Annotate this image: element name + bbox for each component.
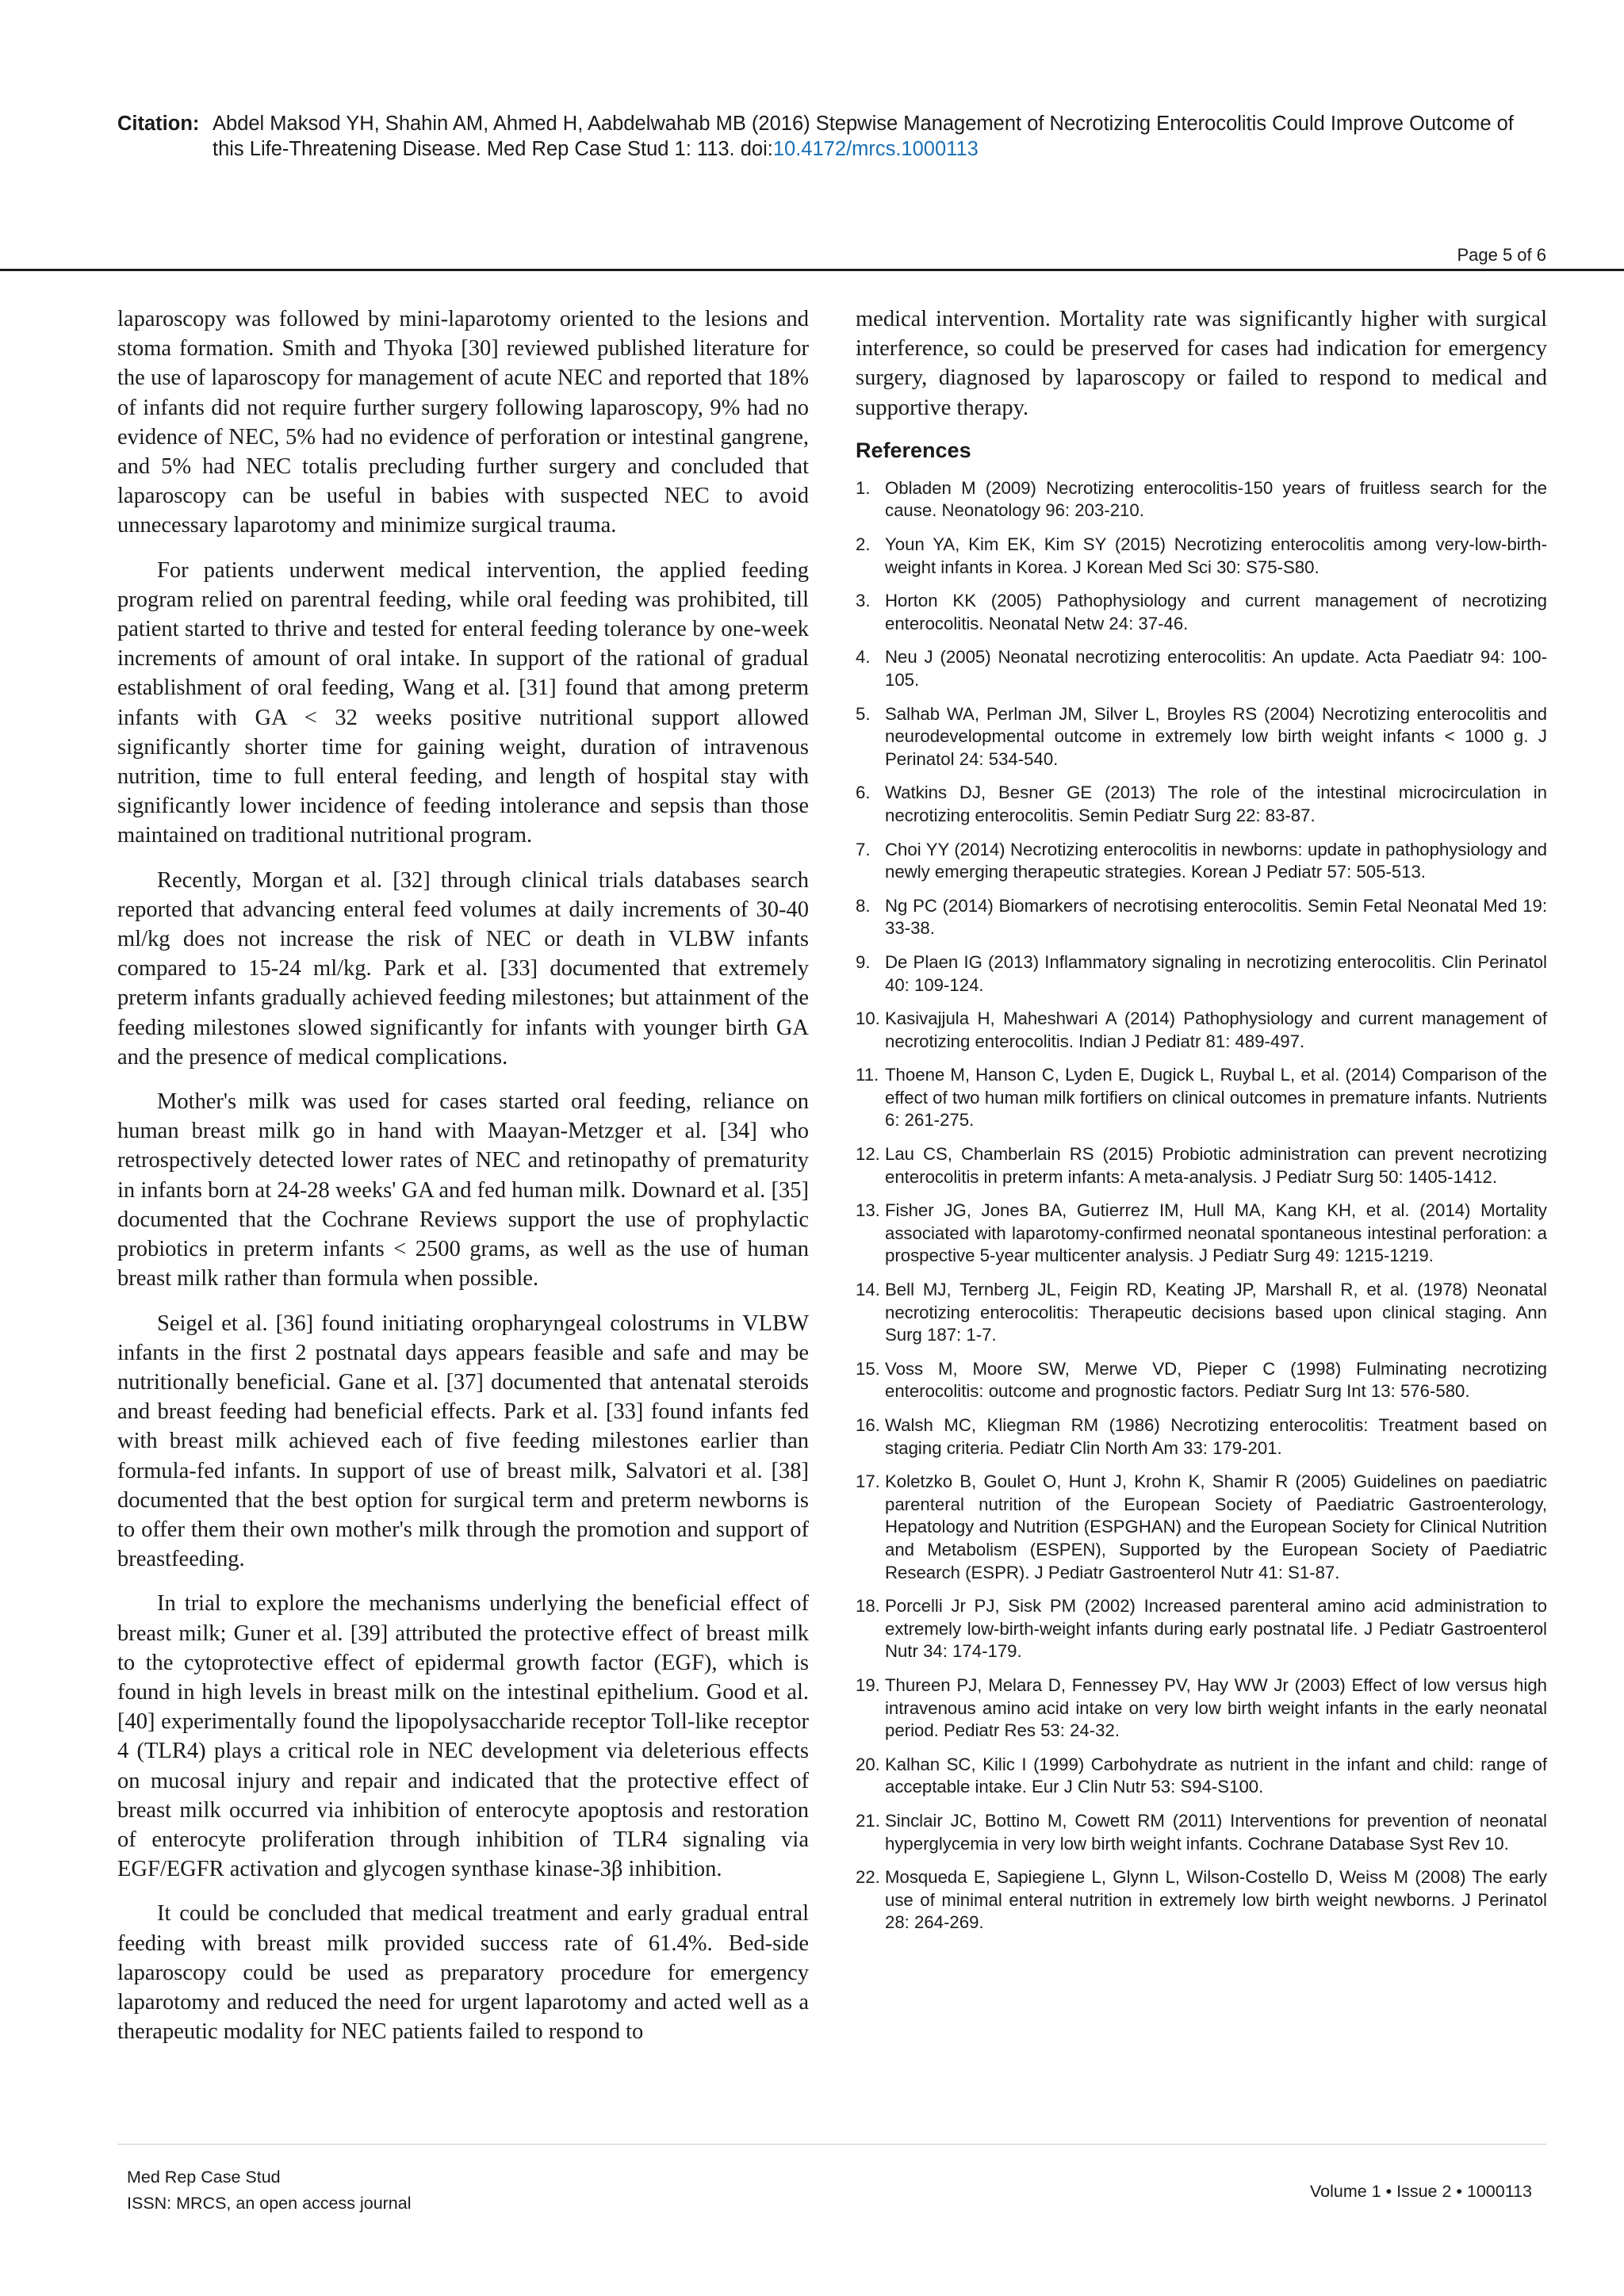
reference-text: De Plaen IG (2013) Inflammatory signaling in necrotizing enterocolitis. Clin Perinatol 40: 109-124.: [885, 951, 1547, 995]
reference-text: Lau CS, Chamberlain RS (2015) Probiotic administration can prevent necrotizing enterocolitis in preterm infants: A meta-analysis. J Pediatr Surg 50: 1405-1412.: [885, 1144, 1547, 1187]
reference-text: Choi YY (2014) Necrotizing enterocolitis in newborns: update in pathophysiology and newly emerging therapeutic strategies. Korean J Pediatr 57: 505-513.: [885, 839, 1547, 882]
reference-item: [856, 1810, 1547, 1855]
reference-text: Porcelli Jr PJ, Sisk PM (2002) Increased parenteral amino acid administration to extremely low-birth-weight infants during early postnatal life. J Pediatr Gastroenterol Nutr 34: 174-179.: [885, 1596, 1547, 1662]
reference-item: [856, 1008, 1547, 1053]
reference-text: Bell MJ, Ternberg JL, Feigin RD, Keating JP, Marshall R, et al. (1978) Neonatal necrotizing enterocolitis: Therapeutic decisions based upon clinical staging. Ann Surg 187: 1-7.: [885, 1280, 1547, 1345]
reference-number: 14.: [856, 1280, 880, 1300]
reference-text: Ng PC (2014) Biomarkers of necrotising enterocolitis. Semin Fetal Neonatal Med 19: 33-38.: [885, 895, 1547, 939]
footer-volume: Volume 1 • Issue 2 • 1000113: [1309, 2182, 1532, 2201]
reference-item: [856, 1754, 1547, 1799]
reference-number: 1.: [856, 477, 871, 498]
reference-item: [856, 534, 1547, 579]
reference-text: Horton KK (2005) Pathophysiology and current management of necrotizing enterocolitis. Neonatal Netw 24: 37-46.: [885, 591, 1547, 633]
reference-item: [856, 1866, 1547, 1934]
reference-item: [856, 1143, 1547, 1188]
reference-number: 16.: [856, 1415, 880, 1435]
reference-number: 21.: [856, 1810, 880, 1831]
reference-item: [856, 1279, 1547, 1347]
footer-journal-info: [127, 2164, 412, 2217]
reference-item: [856, 1200, 1547, 1268]
body-paragraph: In trial to explore the mechanisms underlying the beneficial effect of breast milk; Guner et al. [39] attributed the protective effect of breast milk to the cytoprotective effect of epidermal growth factor (EGF), which is found in high levels in breast milk on the intestinal epithelium. Good et al. [40] experimentally found the lipopolysaccharide receptor Toll-like receptor 4 (TLR4) plays a critical role in NEC development via deleterious effects on mucosal injury and repair and indicated that the protective effect of breast milk occurred via inhibition of enterocyte apoptosis and restoration of enterocyte proliferation through inhibition of TLR4 signaling via EGF/EGFR activation and glycogen synthase kinase-3β inhibition.: [117, 1591, 809, 1882]
reference-number: 22.: [856, 1867, 880, 1888]
reference-item: [856, 1674, 1547, 1743]
reference-number: 10.: [856, 1008, 880, 1029]
reference-text: Voss M, Moore SW, Merwe VD, Pieper C (1998) Fulminating necrotizing enterocolitis: outcome and prognostic factors. Pediatr Surg Int 13: 576-580.: [885, 1358, 1547, 1402]
reference-list: [856, 477, 1547, 1934]
reference-text: Koletzko B, Goulet O, Hunt J, Krohn K, Shamir R (2005) Guidelines on paediatric parenteral nutrition of the European Society of Paediatric Gastroenterology, Hepatology and Nutrition (ESPGHAN) and the European Society for Clinical Nutrition and Metabolism (ESPEN), Supported by the European Society of Paediatric Research (ESPR). J Pediatr Gastroenterol Nutr 41: S1-87.: [885, 1471, 1547, 1582]
body-paragraph: It could be concluded that medical treatment and early gradual entral feeding with breast milk provided success rate of 61.4%. Bed-side laparoscopy could be used as preparatory procedure for emergency laparotomy and reduced the need for urgent laparotomy and acted well as a therapeutic modality for NEC patients failed to respond to: [117, 1901, 809, 2045]
doi-link[interactable]: 10.4172/mrcs.1000113: [772, 138, 979, 160]
reference-item: [856, 703, 1547, 771]
citation-text: [213, 111, 1545, 162]
reference-item: [856, 1595, 1547, 1663]
reference-number: 3.: [856, 591, 871, 611]
reference-text: Thoene M, Hanson C, Lyden E, Dugick L, Ruybal L, et al. (2014) Comparison of the effect of two human milk fortifiers on clinical outcomes in premature infants. Nutrients 6: 261-275.: [885, 1065, 1547, 1131]
reference-number: 13.: [856, 1200, 880, 1221]
reference-text: Obladen M (2009) Necrotizing enterocolitis-150 years of fruitless search for the cause. Neonatology 96: 203-210.: [885, 477, 1547, 521]
body-paragraph: laparoscopy was followed by mini-laparotomy oriented to the lesions and stoma formation. Smith and Thyoka [30] reviewed published literature for the use of laparoscopy for management of acute NEC and reported that 18% of infants did not require further surgery following laparoscopy, 9% had no evidence of NEC, 5% had no evidence of perforation or intestinal gangrene, and 5% had NEC totalis precluding further surgery and concluded that laparoscopy can be useful in babies with suspected NEC to avoid unnecessary laparotomy and minimize surgical trauma.: [117, 307, 809, 538]
reference-number: 5.: [856, 703, 871, 724]
left-column: [117, 304, 809, 2061]
reference-number: 11.: [856, 1065, 879, 1085]
reference-text: Fisher JG, Jones BA, Gutierrez IM, Hull MA, Kang KH, et al. (2014) Mortality associated with laparotomy-confirmed neonatal spontaneous intestinal perforation: a prospective 5-year multicenter analysis. J Pediatr Surg 49: 1215-1219.: [885, 1200, 1547, 1266]
reference-text: Kalhan SC, Kilic I (1999) Carbohydrate as nutrient in the infant and child: range of acceptable intake. Eur J Clin Nutr 53: S94-S100.: [885, 1754, 1547, 1797]
reference-item: [856, 1471, 1547, 1584]
reference-number: 12.: [856, 1144, 880, 1165]
references-heading: References: [856, 438, 971, 462]
reference-text: Sinclair JC, Bottino M, Cowett RM (2011) Interventions for prevention of neonatal hyperglycemia in very low birth weight infants. Cochrane Database Syst Rev 10.: [885, 1810, 1547, 1854]
reference-text: Salhab WA, Perlman JM, Silver L, Broyles RS (2004) Necrotizing enterocolitis and neurodevelopmental outcome in extremely low birth weight infants < 1000 g. J Perinatol 24: 534-540.: [885, 703, 1547, 769]
body-paragraph: Seigel et al. [36] found initiating oropharyngeal colostrums in VLBW infants in the first 2 postnatal days appears feasible and safe and may be nutritionally beneficial. Gane et al. [37] documented that antenatal steroids and breast feeding had beneficial effects. Park et al. [33] found infants fed with breast milk achieved each of five feeding milestones earlier than formula-fed infants. In support of use of breast milk, Salvatori et al. [38] documented that the best option for surgical term and preterm newborns is to offer them their own mother's milk through the promotion and support of breastfeeding.: [117, 1311, 809, 1572]
reference-item: [856, 646, 1547, 691]
reference-text: Walsh MC, Kliegman RM (1986) Necrotizing enterocolitis: Treatment based on staging criteria. Pediatr Clin North Am 33: 179-201.: [885, 1415, 1547, 1458]
reference-number: 4.: [856, 647, 871, 668]
footer-issn: ISSN: MRCS, an open access journal: [127, 2194, 412, 2213]
right-column: [856, 304, 1547, 1946]
reference-number: 19.: [856, 1674, 880, 1695]
header-rule: [0, 269, 1624, 271]
reference-number: 7.: [856, 839, 871, 859]
body-paragraph: Recently, Morgan et al. [32] through clinical trials databases search reported that advancing enteral feed volumes at daily increments of 30-40 ml/kg does not increase the risk of NEC or death in VLBW infants compared to 15-24 ml/kg. Park et al. [33] documented that extremely preterm infants gradually achieved feeding milestones; but attainment of the feeding milestones slowed significantly for infants with younger birth GA and the presence of medical complications.: [117, 867, 809, 1070]
reference-number: 2.: [856, 534, 871, 554]
reference-item: [856, 1358, 1547, 1403]
footer-journal: Med Rep Case Stud: [127, 2168, 281, 2187]
reference-text: Watkins DJ, Besner GE (2013) The role of the intestinal microcirculation in necrotizing enterocolitis. Semin Pediatr Surg 22: 83-87.: [885, 783, 1547, 825]
reference-text: Mosqueda E, Sapiegiene L, Glynn L, Wilson-Costello D, Weiss M (2008) The early use of minimal enteral nutrition in extremely low birth weight newborns. J Perinatol 28: 264-269.: [885, 1867, 1547, 1933]
citation-block: [117, 111, 1545, 162]
reference-text: Youn YA, Kim EK, Kim SY (2015) Necrotizing enterocolitis among very-low-birth-weight infants in Korea. J Korean Med Sci 30: S75-S80.: [885, 534, 1547, 577]
reference-number: 6.: [856, 783, 871, 803]
reference-number: 17.: [856, 1471, 880, 1492]
footer-rule: [117, 2144, 1546, 2145]
reference-number: 9.: [856, 951, 871, 972]
citation-label: Citation:: [117, 113, 200, 135]
reference-text: Kasivajjula H, Maheshwari A (2014) Pathophysiology and current management of necrotizing enterocolitis. Indian J Pediatr 81: 489-497.: [885, 1008, 1547, 1051]
body-paragraph-continued: medical intervention. Mortality rate was significantly higher with surgical interference, so could be preserved for cases had indication for emergency surgery, diagnosed by laparoscopy or failed to respond to medical and supportive therapy.: [856, 307, 1547, 420]
citation-body: Abdel Maksod YH, Shahin AM, Ahmed H, Aabdelwahab MB (2016) Stepwise Management of Necrotizing Enterocolitis Could Improve Outcome of this Life-Threatening Disease. Med Rep Case Stud 1: 113. doi:: [213, 113, 1514, 160]
reference-number: 20.: [856, 1754, 880, 1774]
reference-number: 15.: [856, 1358, 880, 1379]
reference-item: [856, 477, 1547, 522]
reference-item: [856, 1064, 1547, 1132]
reference-item: [856, 951, 1547, 997]
reference-item: [856, 1414, 1547, 1460]
reference-text: Thureen PJ, Melara D, Fennessey PV, Hay WW Jr (2003) Effect of low versus high intravenous amino acid intake on very low birth weight infants in the early neonatal period. Pediatr Res 53: 24-32.: [885, 1674, 1547, 1741]
reference-item: [856, 895, 1547, 940]
body-paragraph: Mother's milk was used for cases started oral feeding, reliance on human breast milk go in hand with Maayan-Metzger et al. [34] who retrospectively detected lower rates of NEC and retinopathy of prematurity in infants born at 24-28 weeks' GA and fed human milk. Downard et al. [35] documented that the Cochrane Reviews support the use of prophylactic probiotics in preterm infants < 2500 grams, as well as the use of human breast milk rather than formula when possible.: [117, 1089, 809, 1292]
reference-number: 18.: [856, 1596, 880, 1617]
reference-item: [856, 590, 1547, 635]
reference-item: [856, 839, 1547, 884]
body-paragraph: For patients underwent medical intervention, the applied feeding program relied on parentral feeding, while oral feeding was prohibited, till patient started to thrive and tested for enteral feeding tolerance by one-week increments of amount of oral intake. In support of the rational of gradual establishment of oral feeding, Wang et al. [31] found that among preterm infants with GA < 32 weeks positive nutritional support allowed significantly shorter time for gaining weight, duration of intravenous nutrition, time to full enteral feeding, and length of hospital stay with significantly lower incidence of feeding intolerance and sepsis than those maintained on traditional nutritional program.: [117, 557, 809, 848]
page-number: Page 5 of 6: [1457, 245, 1546, 265]
reference-item: [856, 782, 1547, 827]
reference-text: Neu J (2005) Neonatal necrotizing enterocolitis: An update. Acta Paediatr 94: 100-105.: [885, 647, 1547, 690]
reference-number: 8.: [856, 895, 871, 916]
